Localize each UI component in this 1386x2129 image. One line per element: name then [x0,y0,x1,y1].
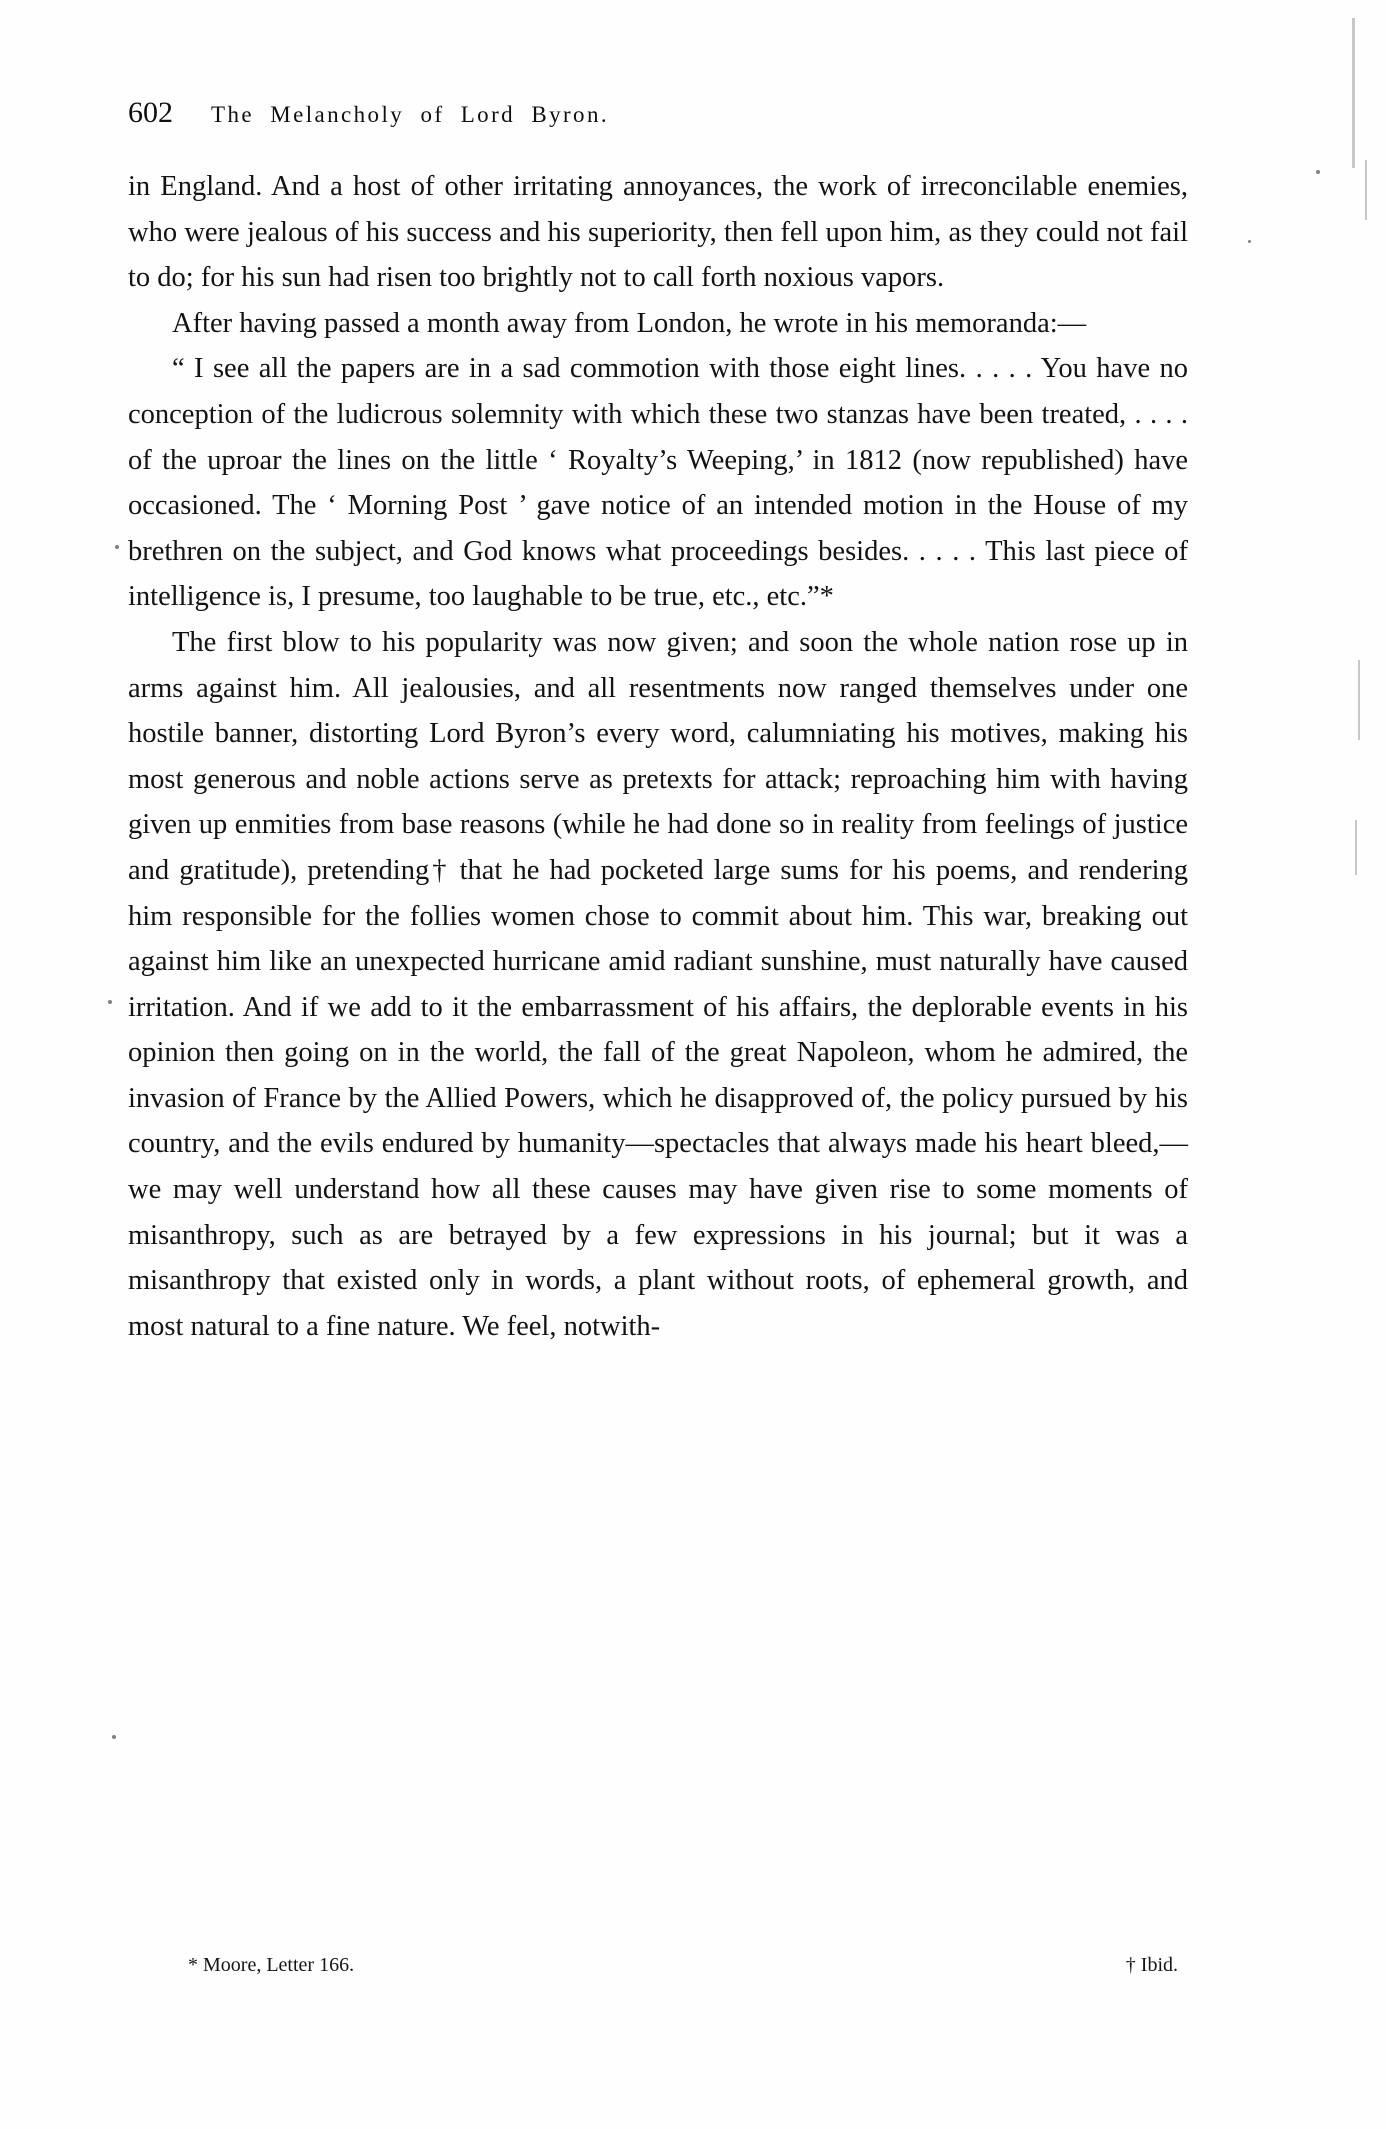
running-head-word-4: Lord [460,102,516,127]
scan-speck [115,545,119,549]
running-head-word-3: of [420,102,445,127]
paragraph: After having passed a month away from London, he wrote in his memoranda:— [172,307,1087,339]
running-head-title [211,102,609,127]
footnote-asterisk: * Moore, Letter 166. [188,1954,355,1976]
scan-speck [1316,170,1320,174]
running-head-word-1: The [211,102,254,127]
scan-edge-mark [1358,660,1360,740]
running-head-word-2: Melancholy [270,102,405,127]
scan-edge-mark [1365,160,1367,220]
running-head [128,96,1188,130]
scan-speck [112,1735,116,1739]
running-head-word-5: Byron. [531,102,610,127]
scan-speck [108,1000,112,1004]
paragraph-quotation: “ I see all the papers are in a sad commotion with those eight lines. . . . . You have no conception of the ludicrous solemnity with which these two stanzas have been treated, . . . . of the uproar the lines on the little ‘ Royalty’s Weeping,’ in 1812 (now republished) have occasioned. The ‘ Morning Post ’ gave notice of an intended motion in the House of my brethren on the subject, and God knows what proceedings besides. . . . . This last piece of intelligence is, I presume, too laughable to be true, etc., etc.”* [128,353,1188,613]
scan-edge-mark [1352,18,1355,168]
paragraph: The first blow to his popularity was now given; and soon the whole nation rose up in arms against him. All jealousies, and all resentments now ranged themselves under one hostile banner, distorting Lord Byron’s every word, calumniating his motives, making his most generous and noble actions serve as pretexts for attack; reproaching him with having given up enmities from base reasons (while he had done so in reality from feelings of justice and gratitude), pretending† that he had pocketed large sums for his poems, and rendering him responsible for the follies women chose to commit about him. This war, breaking out against him like an unexpected hurricane amid radiant sunshine, must naturally have caused irritation. And if we add to it the embarrassment of his affairs, the deplorable events in his opinion then going on in the world, the fall of the great Napoleon, whom he admired, the invasion of France by the Allied Powers, which he disapproved of, the policy pursued by his country, and the evils endured by humanity—spectacles that always made his heart bleed,—we may well understand how all these causes may have given rise to some moments of misanthropy, such as are betrayed by a few expressions in his journal; but it was a misanthropy that existed only in words, a plant without roots, of ephemeral growth, and most natural to a fine nature. We feel, notwith- [128,626,1188,1342]
paragraph-continuation: in England. And a host of other irritating annoyances, the work of irreconcilable enemies, who were jealous of his success and his superiority, then fell upon him, as they could not fail to do; for his sun had risen too brightly not to call forth noxious vapors. [128,171,1188,294]
body-text [128,164,1188,1349]
page-content [128,96,1188,1349]
page-number: 602 [128,96,173,129]
scan-edge-mark [1355,820,1357,875]
footnote-dagger: † Ibid. [1125,1954,1178,1976]
scan-speck [1248,240,1251,243]
